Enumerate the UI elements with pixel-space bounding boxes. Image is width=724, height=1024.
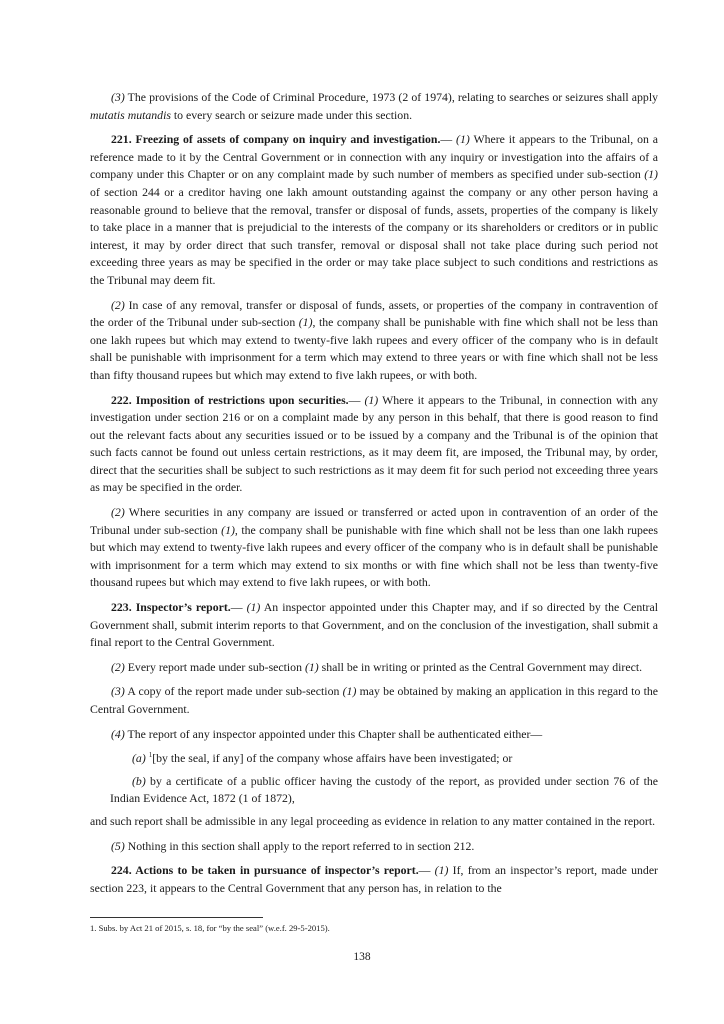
paragraph-text: Every report made under sub-section [124, 659, 305, 674]
subsection-number: (3) [111, 684, 125, 699]
paragraph-text: If, from an inspector’s report, made under section 223, it appears to the Central Government that any person has, in relation to the [90, 863, 658, 895]
section-221-2 [90, 297, 658, 385]
subsection-ref: (1) [644, 167, 658, 182]
section-heading: 222. Imposition of restrictions upon securities. [111, 392, 349, 407]
footnote-divider [90, 917, 263, 918]
paragraph-text: [by the seal, if any] of the company whose affairs have been investigated; or [152, 751, 513, 766]
footnote: 1. Subs. by Act 21 of 2015, s. 18, for “by the seal” (w.e.f. 29-5-2015). [90, 923, 330, 933]
paragraph-text: Where securities in any company are issued or transferred or acted upon in contravention of an order of the Tribunal under sub-section [90, 505, 658, 537]
subsection-number: (3) [111, 90, 125, 104]
subsection-ref: (1) [298, 315, 313, 330]
section-224-1 [90, 862, 658, 897]
paragraph-text: The report of any inspector appointed under this Chapter shall be authenticated either— [124, 726, 543, 741]
paragraph-text: An inspector appointed under this Chapter may, and if so directed by the Central Government shall, submit interim reports to that Government, and on the conclusion of the investigation, shall submit a final report to the Central Government. [90, 600, 658, 650]
paragraph-text: shall be in writing or printed as the Central Government may direct. [318, 659, 643, 674]
paragraph-text: The provisions of the Code of Criminal Procedure, 1973 (2 of 1974), relating to searches or seizures shall apply [124, 90, 658, 104]
subsection-number: (1) [364, 392, 379, 407]
paragraph-text: and such report shall be admissible in any legal proceeding as evidence in relation to any matter contained in the report. [90, 813, 656, 828]
paragraph-text: , the company shall be punishable with fine which shall not be less than one lakh rupees but which may extend to twenty-five lakh rupees and every officer of the company who is in default shall be punishable with imprisonment for a term which may extend to six months or with fine which shall not be less than twenty-five thousand rupees but which may extend to five lakh rupees, or with both. [90, 522, 658, 590]
paragraph-text: Where it appears to the Tribunal, in connection with any investigation under section 216 or on a complaint made by any person in this behalf, that there is good reason to find out the relevant facts about any securities issued or to be issued by a company and the Tribunal is of the opinion that such facts cannot be found out unless certain restrictions, as it may deem fit, are imposed, the Tribunal may, by order, direct that the securities shall be subject to such restrictions as it may deem fit for such period not exceeding three years as may be specified in the order. [90, 392, 659, 495]
paragraph-text: may be obtained by making an application in this regard to the Central Government. [90, 684, 658, 716]
clause-number: (a) [132, 751, 146, 766]
latin-phrase: mutatis mutandis [90, 107, 171, 122]
section-223-4 [90, 726, 658, 744]
paragraph-text: , the company shall be punishable with fine which shall not be less than one lakh rupees but which may extend to twenty-five lakh rupees and every officer of the company who is in default shall be punishable with imprisonment for a term which may extend to three years or with fine which shall not be less than fifty thousand rupees but which may extend to five lakh rupees, or with both. [90, 315, 658, 382]
section-heading: 223. Inspector’s report. [111, 600, 231, 615]
section-223-3 [90, 683, 658, 718]
paragraph-text: Nothing in this section shall apply to the report referred to in section 212. [124, 838, 475, 853]
subsection-number: (1) [456, 132, 470, 147]
page-number: 138 [353, 951, 371, 963]
section-222-1 [90, 392, 658, 498]
paragraph-text: to every search or seizure made under this section. [170, 107, 413, 122]
clause-a [90, 750, 658, 768]
clause-number: (b) [132, 773, 146, 788]
footnote-marker: 1 [148, 751, 153, 760]
subsection-number: (2) [111, 297, 125, 312]
paragraph-sec220-3 [90, 89, 658, 124]
page-body [90, 89, 658, 904]
section-223-1 [90, 599, 658, 652]
subsection-number: (4) [111, 726, 125, 741]
subsection-number: (2) [111, 505, 125, 520]
paragraph-text: Where it appears to the Tribunal, on a reference made to it by the Central Government or in connection with any inquiry or investigation into the affairs of a company under this Chapter or on any complaint made by such number of members as specified under sub-section [90, 132, 658, 182]
section-heading: 224. Actions to be taken in pursuance of inspector’s report. [111, 863, 419, 878]
heading-dash: — [230, 600, 247, 615]
subsection-number: (1) [246, 600, 261, 615]
subsection-number: (5) [111, 838, 125, 853]
heading-dash: — [348, 392, 365, 407]
subsection-number: (2) [111, 659, 125, 674]
section-223-5 [90, 838, 658, 856]
section-223-4-tail [90, 813, 658, 831]
subsection-ref: (1) [221, 522, 235, 537]
paragraph-text: by a certificate of a public officer having the custody of the report, as provided under section 76 of the Indian Evidence Act, 1872 (1 of 1872), [110, 773, 658, 806]
subsection-number: (1) [434, 863, 449, 878]
heading-dash: — [440, 132, 457, 147]
section-223-2 [90, 659, 658, 677]
subsection-ref: (1) [304, 659, 319, 674]
paragraph-text: In case of any removal, transfer or disposal of funds, assets, or properties of the company in contravention of the order of the Tribunal under sub-section [90, 297, 658, 330]
subsection-ref: (1) [342, 684, 357, 699]
section-heading: 221. Freezing of assets of company on inquiry and investigation. [111, 132, 441, 147]
heading-dash: — [418, 863, 435, 878]
section-221-1 [90, 131, 658, 289]
paragraph-text: A copy of the report made under sub-section [124, 684, 343, 699]
paragraph-text: of section 244 or a creditor having one lakh amount outstanding against the company or any other person having a reasonable ground to believe that the removal, transfer or disposal of funds, assets, properties of the company is likely to take place in a manner that is prejudicial to the interests of the company or its shareholders or creditors or in public interest, it may by order direct that such transfer, removal or disposal shall not take place during such period not exceeding three years as may be specified in the order or may take place subject to such conditions and restrictions as the Tribunal may deem fit. [90, 184, 658, 287]
clause-b [90, 773, 658, 808]
section-222-2 [90, 504, 658, 592]
